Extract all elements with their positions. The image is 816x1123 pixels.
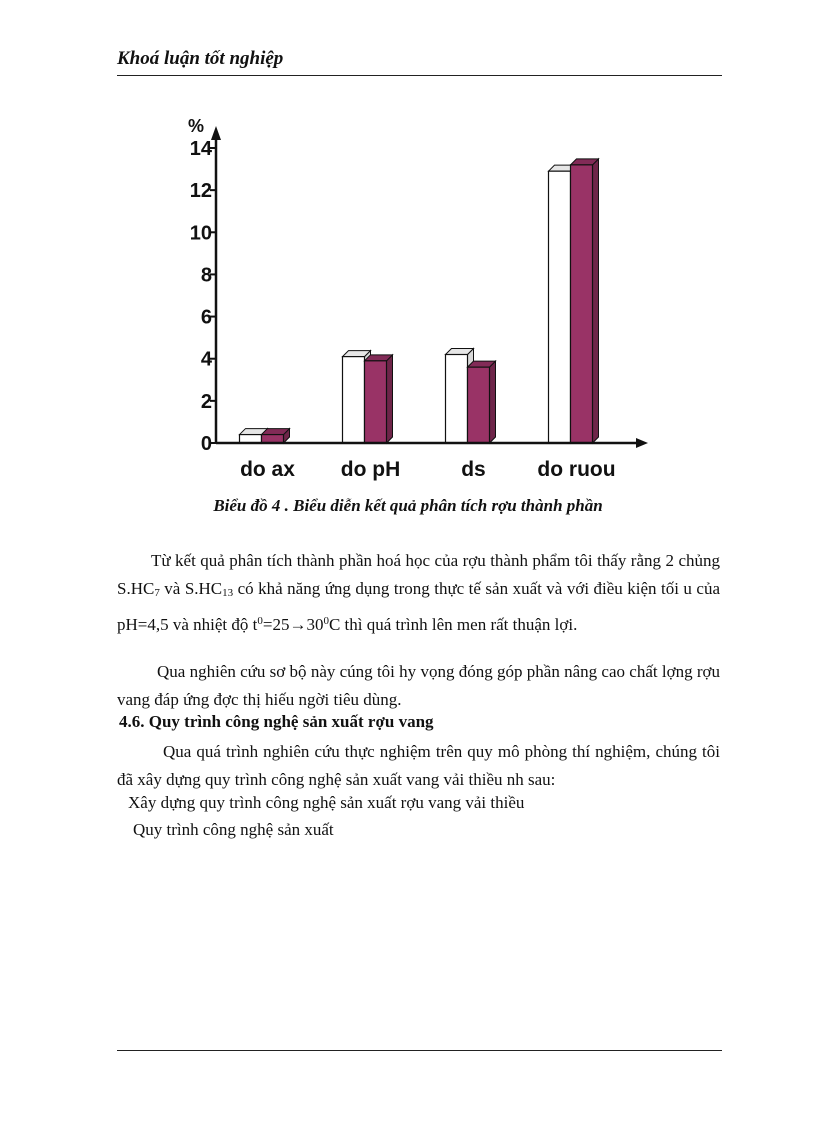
p1-text-d: =25→30 [262, 615, 324, 634]
chart-bars [240, 159, 599, 443]
paragraph-results [117, 547, 720, 639]
bar [343, 357, 365, 443]
x-category-label: do ruou [537, 458, 616, 481]
p1-text-a: Từ kết quả phân tích thành phần hoá học của rợu thành phẩm tôi thấy rằng 2 chủng S.HC [117, 551, 720, 598]
line-process-title: Quy trình công nghệ sản xuất [133, 820, 334, 839]
chart-caption: Biểu đồ 4 . Biểu diễn kết quả phân tích rợu thành phần [213, 496, 603, 515]
p1-subscript-1: 7 [154, 587, 160, 599]
chart-ticks [190, 138, 216, 455]
p1-subscript-2: 13 [222, 587, 234, 599]
p2-text: Qua nghiên cứu sơ bộ này cúng tôi hy vọng đóng góp phần nâng cao chất lợng rợu vang đáp ứng đợc thị hiếu ngời tiêu dùng. [117, 662, 720, 709]
p3-text: Qua quá trình nghiên cứu thực nghiệm trên quy mô phòng thí nghiệm, chúng tôi đã xây dựng quy trình công nghệ sản xuất vang vải thiều nh sau: [117, 742, 720, 789]
bar [571, 165, 593, 443]
p1-superscript-2: 0 [323, 615, 329, 627]
chart-category-labels [240, 458, 616, 481]
header-divider [117, 75, 722, 76]
y-tick-label: 12 [189, 180, 212, 203]
bar [446, 355, 468, 444]
paragraph-process [117, 738, 720, 794]
paragraph-conclusion [117, 658, 720, 714]
p1-superscript-1: 0 [257, 615, 263, 627]
bar [365, 361, 387, 443]
footer-divider [117, 1050, 722, 1051]
y-tick-label: 4 [200, 348, 212, 371]
x-category-label: ds [461, 458, 486, 481]
x-axis-arrow [636, 438, 648, 448]
y-tick-label: 6 [200, 306, 212, 329]
p1-text-c: có khả năng ứng dụng trong thực tế sản xuất và với điều kiện tối u của pH=4,5 và nhiệt độ t [117, 579, 720, 634]
section-heading: 4.6. Quy trình công nghệ sản xuất rợu vang [119, 712, 434, 731]
y-tick-label: 0 [200, 433, 212, 455]
p1-text-b: và S.HC [159, 579, 223, 598]
y-axis-label: % [187, 116, 205, 136]
x-category-label: do pH [340, 458, 401, 481]
y-axis-arrow [211, 126, 221, 140]
bar [468, 367, 490, 443]
bar-side [490, 361, 496, 443]
bar-chart [180, 108, 660, 488]
bar-side [593, 159, 599, 443]
bar [549, 171, 571, 443]
y-tick-label: 14 [189, 138, 212, 160]
bar-side [387, 355, 393, 443]
y-tick-label: 2 [200, 390, 212, 413]
x-category-label: do ax [240, 458, 295, 481]
y-tick-label: 8 [200, 264, 212, 287]
y-tick-label: 10 [189, 222, 212, 245]
bar [240, 435, 262, 443]
p1-text-e: C thì quá trình lên men rất thuận lợi. [328, 615, 578, 634]
page-header-title: Khoá luận tốt nghiệp [117, 48, 284, 69]
bar [262, 435, 284, 443]
line-build-process: Xây dựng quy trình công nghệ sản xuất rợu vang vải thiều [128, 793, 525, 812]
